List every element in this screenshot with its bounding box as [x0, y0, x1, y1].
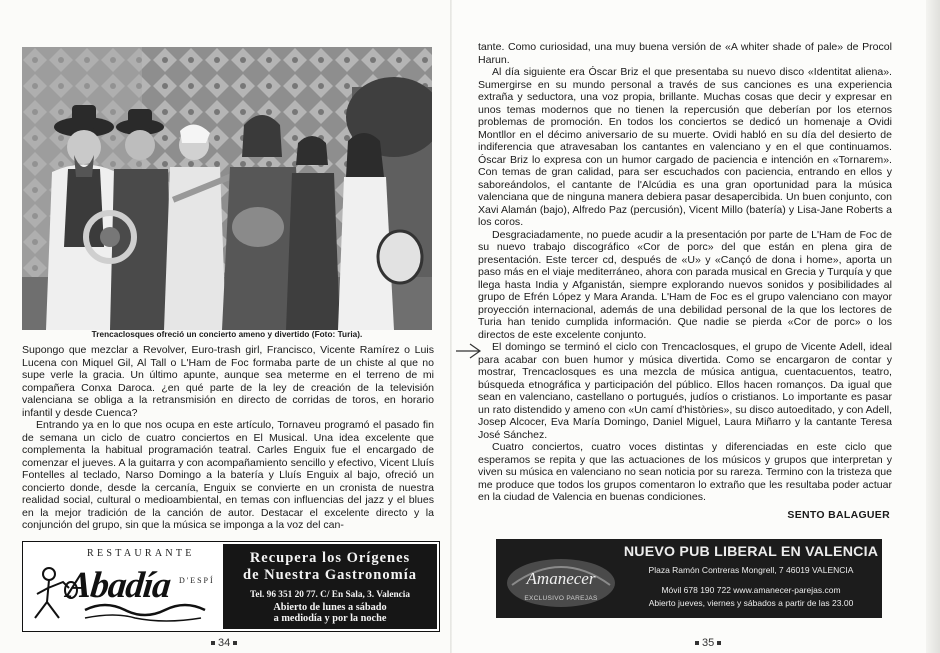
left-article-column	[22, 344, 434, 532]
article-paragraph: Entrando ya en lo que nos ocupa en este artículo, Tornaveu programó el pasado fin de semana un ciclo de cuatro conciertos en El Musical. Una idea excelente que complementa la habitual programación teatral. Carles Enguix fue el encargado de comenzar el jueves. A la guitarra y con acompañamiento sencillo y efectivo, Vicent Lluís Fontelles al teclado, Narso Domingo a la batería y Lluís Enguix al bajo, ofreció un concierto donde, desde la cercanía, Enguix se convierte en un cronista de nuestra realidad social, cultural o medioambiental, en temas con influencias del jazz y el blues en la mejor tradición de la canción de autor. Destacar el excelente directo y la conjunción del grupo, sin que la música se imponga a la voz del can-	[22, 419, 434, 531]
photo-caption: Trencaclosques ofreció un concierto ameno y divertido (Foto: Turia).	[91, 330, 363, 339]
band-photo	[22, 47, 432, 330]
left-page	[0, 0, 452, 653]
article-paragraph: Desgraciadamente, no puede acudir a la presentación por parte de L'Ham de Foc de su nuevo trabajo discográfico «Cor de porc» del que están en plena gira de presentación. Este tercer cd, después de «U» y «Cançó de dona i home», aporta un paso más en el viaje mediterráneo, ahora con parada musical en Grecia y Turquía y que llega hasta India y Afganistán, siempre explorando nuevos sonidos y posibilidades al grupo de Efrén López y Mara Aranda. L'Ham de Foc es el grupo valenciano con mayor proyección internacional, además de una debilidad personal de la que los lectores de Turia han tenido cumplida información. Que nadie se pierda «Cor de porc» o los directos de este excelente conjunto.	[478, 228, 892, 341]
ad-tagline-2: de Nuestra Gastronomía	[243, 567, 417, 583]
right-article-column	[478, 41, 892, 504]
article-paragraph: Cuatro conciertos, cuatro voces distintas y diferenciadas en este ciclo que esperamos se repita y que las actuaciones de los músicos y grupos que interpretan y viven su música en valenciano no sean noticia por su rareza. Termino con la tristeza que me produce que todos los grupos comentaron lo extraño que les resultaba poder actuar en la ciudad de Valencia en buenas condiciones.	[478, 441, 892, 503]
brand-suffix: D'ESPÍ	[179, 576, 215, 585]
article-paragraph: tante. Como curiosidad, una muy buena versión de «A whiter shade of pale» de Procol Harun.	[478, 41, 892, 66]
abadia-logo	[25, 544, 221, 629]
pub-hours: Abierto jueves, viernes y sábados a partir de las 23.00	[648, 598, 854, 608]
pub-title: NUEVO PUB LIBERAL EN VALENCIA	[623, 544, 879, 560]
page-edge	[926, 0, 940, 653]
page-number-left: 34	[208, 637, 240, 649]
restaurant-label: RESTAURANTE	[87, 548, 195, 559]
article-paragraph: Al día siguiente era Óscar Briz el que presentaba su nuevo disco «Identitat aliena». Sumergirse en su mundo personal a través de sus canciones es una experiencia extraña y seductora, una voz propia, brillante. Muchas cosas que decir y expresar en unos temas modernos que no tienen la repercusión que deberían por los eternos problemas de promoción. En todos los conciertos se dedicó un homenaje a Ovidi Montllor en el décimo aniversario de su muerte. Ovidi habló en su día del desierto de indiferencia que atravesaban los cantantes en valenciano y en el que continuamos. Óscar Briz lo expresa con un humor cargado de paciencia e intención en «Tornarem». Con temas de gran calidad, para ser escuchados con paciencia, entrando en ellos y saboreándolos, el cantante de l'Alcúdia es una gran oportunidad para la música valenciana que de ninguna manera debiera pasar desapercibida. Un buen conjunto, con Xavi Alamán (bajo), Alfredo Paz (percusión), Vicent Millo (batería) y Lisa-Jane Roberts a los coros.	[478, 66, 892, 228]
pub-contact: Móvil 678 190 722 www.amanecer-parejas.com	[661, 585, 841, 595]
pub-address: Plaza Ramón Contreras Mongrell, 7 46019 VALENCIA	[648, 565, 854, 575]
band-photo-image	[22, 47, 432, 330]
ad-contact: Tel. 96 351 20 77. C/ En Sala, 3. Valencia	[249, 590, 411, 600]
ad-tagline-1: Recupera los Orígenes	[249, 550, 411, 566]
article-paragraph: Supongo que mezclar a Revolver, Euro-trash girl, Francisco, Vicente Ramírez o Luis Lucena con Miquel Gil, Al Tall o L'Ham de Foc formaba parte de un chiste al que no supe verle la gracia. Un último apunte, aunque sea meterme en el terreno de mi compañera Conxa Daroca. ¿en qué parte de la ley de creación de la televisión valenciana se obliga a la retransmisión en directo de corridas de toros, en horario infantil y desde Cuenca?	[22, 344, 434, 419]
amanecer-pub-ad	[496, 539, 882, 618]
monk-illustration-icon	[25, 544, 221, 629]
ad-hours-2: a mediodía y por la noche	[273, 613, 387, 624]
amanecer-name: Amanecer	[526, 569, 596, 588]
author-signature: SENTO BALAGUER	[787, 509, 890, 521]
abadia-ad-panel	[223, 544, 437, 629]
article-paragraph: El domingo se terminó el ciclo con Trencaclosques, el grupo de Vicente Adell, ideal para acabar con buen humor y música divertida. Como se encargaron de contar y mostrar, Trencaclosques es una mezcla de música antigua, cuentacuentos, teatro, búsqueda etnográfica y participación del público. Ellos hacen romanços. Da igual que sean en valenciano, castellano o portugués, judíos o cristianos. Lo importante es pasar un rato distendido y ameno con «Un camí d'històries», su disco autoeditado, y con Adell, Josep Alcocer, Eva María Domingo, Daniel Miguel, Laura Miñarro y la cantante Teresa José Sánchez.	[478, 341, 892, 441]
amanecer-subtitle: EXCLUSIVO PAREJAS	[524, 595, 598, 602]
page-number-right: 35	[692, 637, 724, 649]
amanecer-logo	[502, 545, 620, 611]
abadia-restaurant-ad	[22, 541, 440, 632]
abadia-brand: Abadía	[64, 565, 173, 606]
ad-hours-1: Abierto de lunes a sábado	[273, 601, 387, 613]
